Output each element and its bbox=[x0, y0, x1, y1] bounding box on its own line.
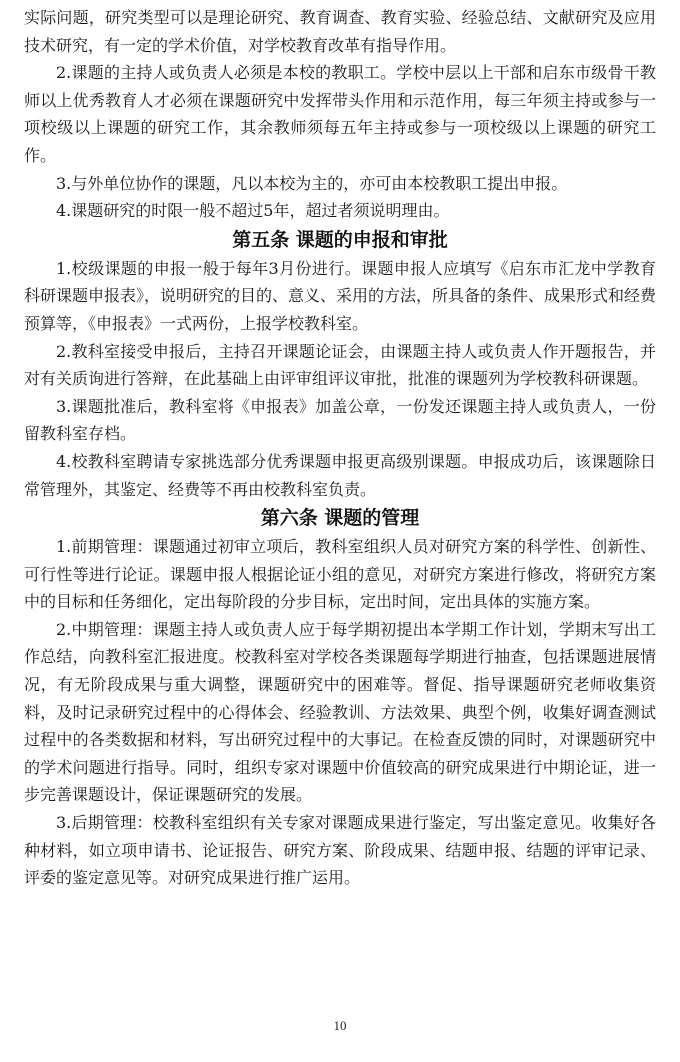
section5-heading: 第五条 课题的申报和审批 bbox=[232, 228, 448, 251]
section6-paragraph-1: 1.前期管理：课题通过初审立项后，教科室组织人员对研究方案的科学性、创新性、可行性等进行论证。课题申报人根据论证小组的意见，对研究方案进行修改，将研究方案中的目标和任务细化，定出每阶段的分步目标，定出时间，定出具体的实施方案。 bbox=[24, 537, 656, 612]
section4-paragraph-1-continued: 实际问题，研究类型可以是理论研究、教育调查、教育实验、经验总结、文献研究及应用技术研究，有一定的学术价值，对学校教育改革有指导作用。 bbox=[24, 8, 656, 55]
section4-paragraph-3: 3.与外单位协作的课题，凡以本校为主的，亦可由本校教职工提出申报。 bbox=[56, 173, 568, 193]
section5-paragraph-1: 1.校级课题的申报一般于每年3月份进行。课题申报人应填写《启东市汇龙中学教育科研课题申报表》，说明研究的目的、意义、采用的方法，所具备的条件、成果形式和经费预算等，《申报表》一式两份，上报学校教科室。 bbox=[24, 258, 657, 333]
section6-paragraph-2: 2.中期管理：课题主持人或负责人应于每学期初提出本学期工作计划，学期末写出工作总结，向教科室汇报进度。校教科室对学校各类课题每学期进行抽查，包括课题进展情况，有无阶段成果与重大调整，课题研究中的困难等。督促、指导课题研究老师收集资料，及时记录研究过程中的心得体会、经验教训、方法效果、典型个例，收集好调查测试过程中的各类数据和材料，写出研究过程中的大事记。在检查反馈的同时，对课题研究中的学术问题进行指导。同时，组织专家对课题中价值较高的研究成果进行中期论证，进一步完善课题设计，保证课题研究的发展。 bbox=[24, 619, 656, 805]
section5-paragraph-4: 4.校教科室聘请专家挑选部分优秀课题申报更高级别课题。申报成功后，该课题除日常管理外，其鉴定、经费等不再由校教科室负责。 bbox=[24, 451, 656, 499]
section5-paragraph-3: 3.课题批准后，教科室将《申报表》加盖公章，一份发还课题主持人或负责人，一份留教科室存档。 bbox=[24, 396, 656, 444]
page-number: 10 bbox=[333, 1018, 347, 1033]
section5-paragraph-2: 2.教科室接受申报后，主持召开课题论证会，由课题主持人或负责人作开题报告，并对有关质询进行答辩，在此基础上由评审组评议审批，批准的课题列为学校教科研课题。 bbox=[24, 341, 656, 389]
section6-paragraph-3: 3.后期管理：校教科室组织有关专家对课题成果进行鉴定，写出鉴定意见。收集好各种材料，如立项申请书、论证报告、研究方案、阶段成果、结题申报、结题的评审记录、评委的鉴定意见等。对研究成果进行推广运用。 bbox=[24, 813, 656, 888]
section4-paragraph-2: 2.课题的主持人或负责人必须是本校的教职工。学校中层以上干部和启东市级骨干教师以上优秀教育人才必须在课题研究中发挥带头作用和示范作用，每三年须主持或参与一项校级以上课题的研究工作，其余教师须每五年主持或参与一项校级以上课题的研究工作。 bbox=[24, 63, 656, 165]
section6-heading: 第六条 课题的管理 bbox=[260, 507, 420, 530]
section4-paragraph-4: 4.课题研究的时限一般不超过5年，超过者须说明理由。 bbox=[56, 201, 450, 221]
